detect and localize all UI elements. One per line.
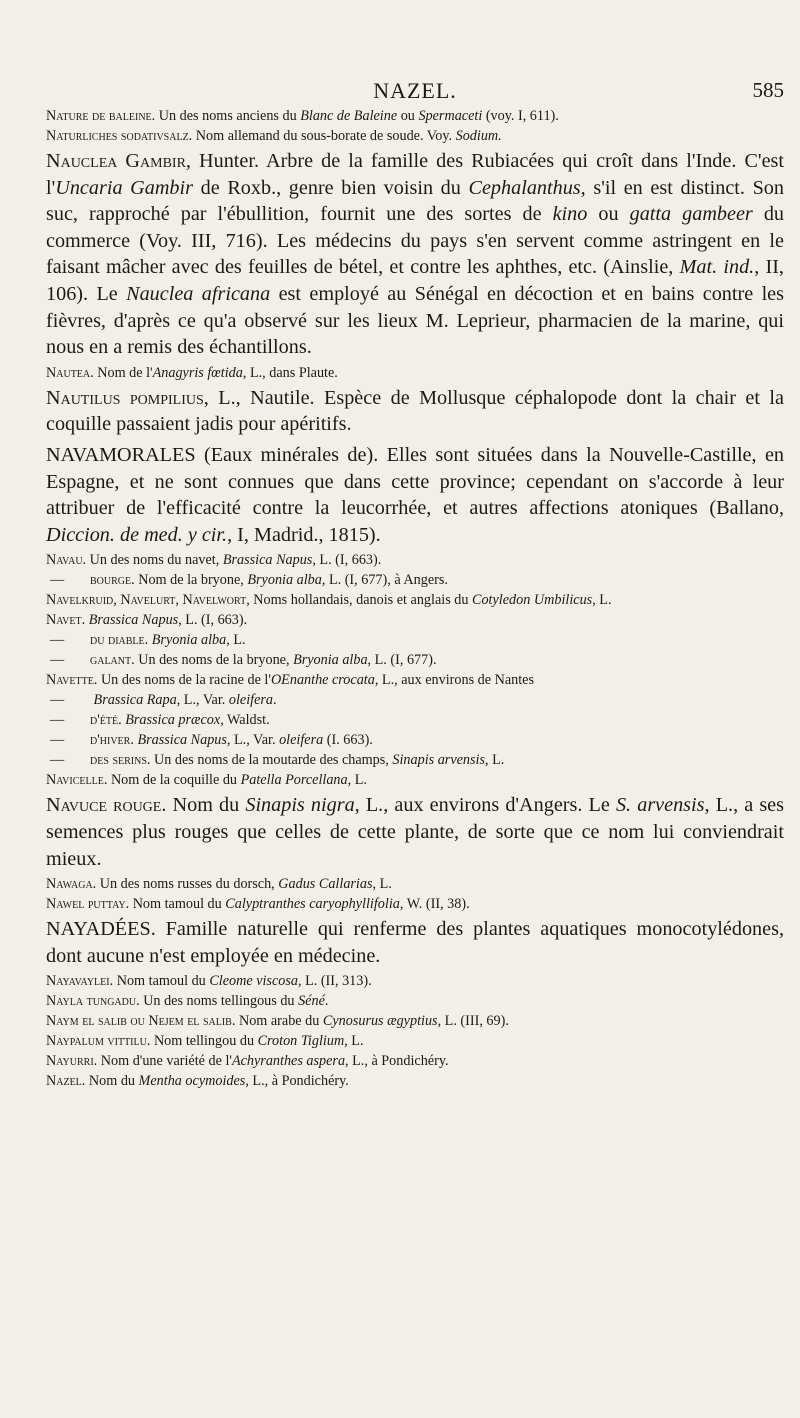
entry-headword: Navicelle. <box>46 772 108 789</box>
entry-nature-de-baleine: Nature de baleine. Un des noms anciens du Blanc de Baleine ou Spermaceti (voy. I, 611). <box>46 108 559 124</box>
entry-navette-des-serins: — des serins. Un des noms de la moutarde des champs, Sinapis arvensis, L. <box>50 752 505 769</box>
entry-navette-d-ete: — d'été. Brassica præcox, Waldst. <box>50 712 270 729</box>
entry-headword: galant. <box>90 652 135 669</box>
entry-headword: Nautilus pompilius <box>46 386 204 409</box>
entry-headword: Naturliches sodativsalz. <box>46 128 193 144</box>
entry-navette-rapa: — Brassica Rapa, L., Var. oleifera. <box>50 692 277 709</box>
entry-headword: Nayavaylei. <box>46 973 114 990</box>
entry-navet-du-diable: — du diable. Bryonia alba, L. <box>50 632 246 649</box>
entry-navau: Navau. Un des noms du navet, Brassica Napus, L. (I, 663). <box>46 552 382 569</box>
entry-headword: Navette. <box>46 672 98 689</box>
entry-nautea: Nautea. Nom de l'Anagyris fœtida, L., dans Plaute. <box>46 364 338 381</box>
entry-headword: Navau. <box>46 552 87 569</box>
entry-navet: Navet. Brassica Napus, L. (I, 663). <box>46 612 248 629</box>
entry-navelkruid: Navelkruid, Navelurt, Navelwort, Noms hollandais, danois et anglais du Cotyledon Umbilicus, L. <box>46 592 612 609</box>
entry-nawaga: Nawaga. Un des noms russes du dorsch, Gadus Callarias, L. <box>46 876 392 893</box>
entry-headword: NAYADÉES. <box>46 918 156 941</box>
entry-navette-d-hiver: — d'hiver. Brassica Napus, L., Var. oleifera (I. 663). <box>50 732 373 749</box>
repeat-dash: — <box>50 752 65 769</box>
entry-headword: Nawel puttay. <box>46 896 130 913</box>
entry-nauclea-gambir: Nauclea Gambir, Hunter. Arbre de la famille des Rubiacées qui croît dans l'Inde. C'est l'Uncaria Gambir de Roxb., genre bien voisin du Cephalanthus, s'il en est distinct. Son suc, rapproché par l'ébullition, fournit une des sortes de kino ou gatta gambeer du commerce (Voy. III, 716). Les médecins du pays s'en servent comme astringent en le faisant mâcher avec des feuilles de bétel, et contre les aphthes, etc. (Ainslie, Mat. ind., II, 106). Le Nauclea africana est employé au Sénégal en décoction et en bains contre les fièvres, d'après ce qu'a observé sur les lieux M. Leprieur, pharmacien de la marine, qui nous en a remis des échantillons. <box>46 150 785 359</box>
entry-navamorales: NAVAMORALES (Eaux minérales de). Elles sont situées dans la Nouvelle-Castille, en Espagne, et ne sont connues que dans cette province; cependant on s'accorde à leur attribuer de l'efficacité contre la leucorrhée, et autres affections atoniques (Ballano, Diccion. de med. y cir., I, Madrid., 1815). <box>46 443 784 546</box>
repeat-dash: — <box>50 632 65 649</box>
entry-nayadees: NAYADÉES. Famille naturelle qui renferme des plantes aquatiques monocotylédones, dont aucune n'est employée en médecine. <box>46 918 784 967</box>
entry-headword: d'hiver. <box>90 732 134 749</box>
entry-headword: Nauclea Gambir <box>46 150 186 172</box>
entry-nautilus-pompilius: Nautilus pompilius, L., Nautile. Espèce de Mollusque céphalopode dont la chair et la coquille passaient jadis pour apéritifs. <box>46 386 784 436</box>
entry-headword: Nayurri. <box>46 1053 98 1070</box>
repeat-dash: — <box>50 712 65 729</box>
page-number: 585 <box>752 78 784 102</box>
entry-headword: Nazel. <box>46 1073 86 1090</box>
entry-navuce-rouge: Navuce rouge. Nom du Sinapis nigra, L., aux environs d'Angers. Le S. arvensis, L., a ses semences plus rouges que celles de cette plante, de sorte que ce nom lui conviendrait mieux. <box>46 794 784 870</box>
entry-headword: Nayla tungadu. <box>46 993 140 1010</box>
entry-nayurri: Nayurri. Nom d'une variété de l'Achyranthes aspera, L., à Pondichéry. <box>46 1053 449 1070</box>
entry-headword: bourge. <box>90 572 135 589</box>
entry-headword: Naym el salib ou Nejem el salib. <box>46 1013 236 1030</box>
page-header <box>46 78 784 108</box>
entry-headword: Nawaga. <box>46 876 97 893</box>
entry-nawel-puttay: Nawel puttay. Nom tamoul du Calyptranthes caryophyllifolia, W. (II, 38). <box>46 896 470 913</box>
repeat-dash: — <box>50 652 65 669</box>
entry-headword: d'été. <box>90 712 122 729</box>
entry-headword: du diable. <box>90 632 149 649</box>
entry-headword: des serins. <box>90 752 151 769</box>
entry-nazel: Nazel. Nom du Mentha ocymoides, L., à Pondichéry. <box>46 1073 349 1090</box>
entry-headword: Nature de baleine. <box>46 108 156 124</box>
entry-nayla-tungadu: Nayla tungadu. Un des noms tellingous du Séné. <box>46 993 329 1010</box>
entry-navicelle: Navicelle. Nom de la coquille du Patella Porcellana, L. <box>46 772 367 789</box>
repeat-dash: — <box>50 572 65 589</box>
entry-headword: Navelkruid, Navelurt, Navelwort, <box>46 592 250 609</box>
entry-naym-el-salib: Naym el salib ou Nejem el salib. Nom arabe du Cynosurus ægyptius, L. (III, 69). <box>46 1013 509 1030</box>
entry-headword: Navet. <box>46 612 86 629</box>
repeat-dash: — <box>50 692 65 709</box>
entry-headword: NAVAMORALES <box>46 443 196 466</box>
entry-headword: Navuce rouge. <box>46 794 167 817</box>
entry-navau-bourge: — bourge. Nom de la bryone, Bryonia alba, L. (I, 677), à Angers. <box>50 572 448 589</box>
entry-naypalum-vittilu: Naypalum vittilu. Nom tellingou du Croton Tiglium, L. <box>46 1033 364 1050</box>
repeat-dash: — <box>50 732 65 749</box>
entry-headword: Naypalum vittilu. <box>46 1033 151 1050</box>
dictionary-page <box>46 78 784 1093</box>
entry-headword: Nautea. <box>46 364 94 381</box>
running-title: NAZEL. <box>373 78 457 103</box>
entry-nayavaylei: Nayavaylei. Nom tamoul du Cleome viscosa, L. (II, 313). <box>46 973 372 990</box>
entry-navette: Navette. Un des noms de la racine de l'OEnanthe crocata, L., aux environs de Nantes <box>46 672 535 689</box>
entry-naturliches-sodativsalz: Naturliches sodativsalz. Nom allemand du sous-borate de soude. Voy. Sodium. <box>46 128 502 144</box>
entry-navet-galant: — galant. Un des noms de la bryone, Bryonia alba, L. (I, 677). <box>50 652 437 669</box>
